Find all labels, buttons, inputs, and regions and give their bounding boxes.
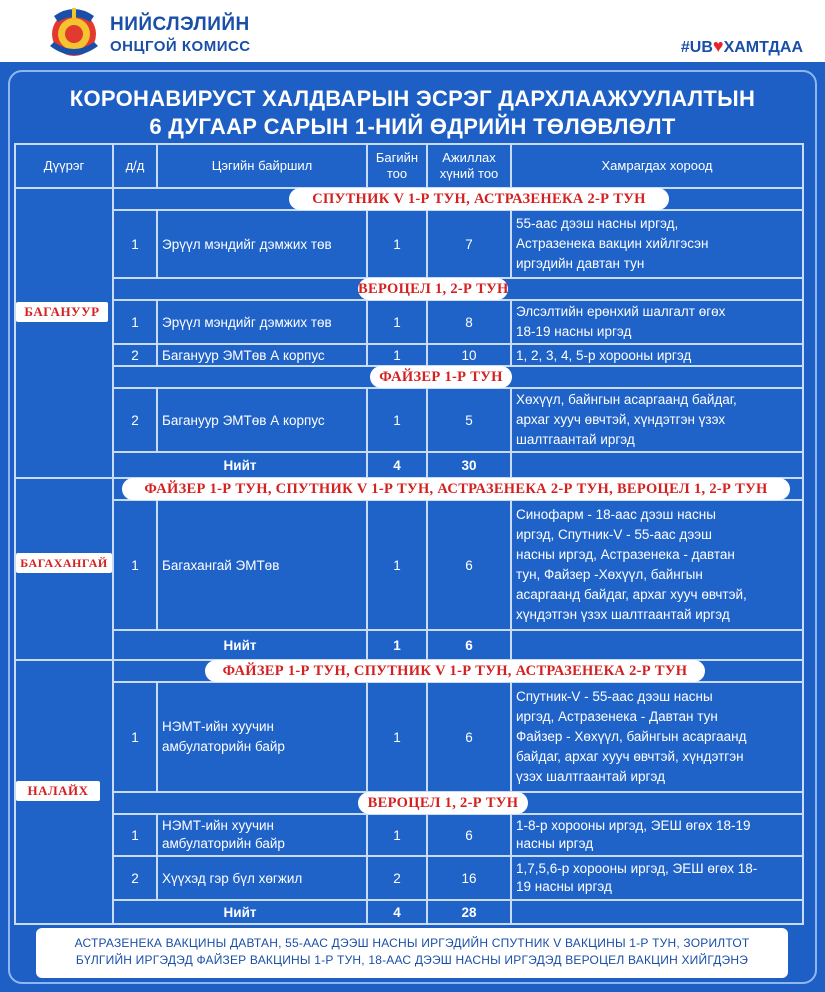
vaccine-band: ВЕРОЦЕЛ 1, 2-Р ТУН [358, 792, 528, 814]
coverage-line: насны иргэд [516, 836, 594, 851]
district-label-nalaikh: НАЛАЙХ [16, 781, 100, 801]
row-no: 2 [113, 344, 157, 366]
vaccine-band: СПУТНИК V 1-Р ТУН, АСТРАЗЕНЕКА 2-Р ТУН [289, 188, 669, 210]
row-staff: 6 [427, 500, 511, 630]
header-district: Дүүрэг [15, 144, 113, 188]
coat-of-arms-icon [46, 6, 102, 58]
coverage-line: асаргаанд байдаг, архаг хууч өвчтэй, [516, 587, 747, 602]
coverage-line: 1-8-р хорооны иргэд, ЭЕШ өгөх 18-19 [516, 818, 751, 833]
coverage-line: үзэх шалтгаантай иргэд [516, 769, 665, 784]
header-bar [0, 0, 825, 62]
row-coverage [511, 388, 803, 452]
header-staff [427, 144, 511, 188]
row-no: 2 [113, 856, 157, 900]
location-line: НЭМТ-ийн хуучин [162, 719, 275, 734]
row-coverage: 1, 2, 3, 4, 5-р хорооны иргэд [511, 344, 803, 366]
district-label-bagakhangai: БАГАХАНГАЙ [16, 553, 112, 573]
row-no: 1 [113, 300, 157, 344]
vaccine-band: ВЕРОЦЕЛ 1, 2-Р ТУН [358, 278, 508, 300]
row-coverage [511, 682, 803, 792]
row-coverage [511, 210, 803, 278]
row-coverage [511, 856, 803, 900]
coverage-line: Файзер - Хөхүүл, байнгын асаргаанд [516, 729, 747, 744]
coverage-line: Спутник-V - 55-аас дээш насны [516, 689, 713, 704]
org-name-line1: НИЙСЛЭЛИЙН [110, 14, 250, 35]
row-coverage [511, 500, 803, 630]
coverage-line: 1,7,5,6-р хорооны иргэд, ЭЕШ өгөх 18- [516, 861, 758, 876]
row-location: Хүүхэд гэр бүл хөгжил [157, 856, 367, 900]
total-label: Нийт [113, 630, 367, 660]
coverage-line: 55-аас дээш насны иргэд, [516, 216, 679, 231]
coverage-line: архаг хууч өвчтэй, хүндэтгэн үзэх [516, 412, 726, 427]
hashtag-right: ХАМТДАА [723, 39, 803, 56]
row-staff: 6 [427, 682, 511, 792]
total-teams: 4 [367, 452, 427, 478]
district-label-baganuur: БАГАНУУР [16, 302, 108, 322]
row-no: 2 [113, 388, 157, 452]
header-no: д/д [113, 144, 157, 188]
header-staff-line1: Ажиллах [442, 150, 496, 165]
coverage-line: байдаг, архаг хууч өвчтэй, хүндэтгэн [516, 749, 744, 764]
vaccine-band: ФАЙЗЕР 1-Р ТУН, СПУТНИК V 1-Р ТУН, АСТРАЗЕНЕКА 2-Р ТУН, ВЕРОЦЕЛ 1, 2-Р ТУН [122, 478, 790, 500]
coverage-line: 19 насны иргэд [516, 879, 612, 894]
row-location: Эрүүл мэндийг дэмжих төв [157, 210, 367, 278]
row-no: 1 [113, 500, 157, 630]
footer-line2: БҮЛГИЙН ИРГЭДЭД ФАЙЗЕР ВАКЦИНЫ 1-Р ТУН, 18-ААС ДЭЭШ НАСНЫ ИРГЭДЭД ВЕРОЦЕЛ ВАКЦИН ХИЙГДЭНЭ [75, 953, 749, 967]
coverage-line: тун, Файзер -Хөхүүл, байнгын [516, 567, 703, 582]
row-coverage [511, 300, 803, 344]
coverage-line: иргэд, Астразенека - Давтан тун [516, 709, 718, 724]
total-staff: 28 [427, 900, 511, 924]
row-teams: 1 [367, 300, 427, 344]
header-teams-line1: Багийн [375, 150, 419, 165]
row-staff: 5 [427, 388, 511, 452]
footer-note [36, 928, 788, 978]
row-staff: 7 [427, 210, 511, 278]
total-empty [511, 900, 803, 924]
page-title-line1: КОРОНАВИРУСТ ХАЛДВАРЫН ЭСРЭГ ДАРХЛААЖУУЛАЛТЫН [69, 86, 756, 111]
total-label: Нийт [113, 900, 367, 924]
coverage-line: Астразенека вакцин хийлгэсэн [516, 236, 709, 251]
row-no: 1 [113, 682, 157, 792]
row-teams: 1 [367, 500, 427, 630]
row-no: 1 [113, 814, 157, 856]
coverage-line: насны иргэд, Астразенека - давтан [516, 547, 735, 562]
total-empty [511, 452, 803, 478]
total-staff: 6 [427, 630, 511, 660]
row-staff: 6 [427, 814, 511, 856]
total-label: Нийт [113, 452, 367, 478]
total-empty [511, 630, 803, 660]
row-teams: 1 [367, 344, 427, 366]
row-location: Багахангай ЭМТөв [157, 500, 367, 630]
location-line: амбулаторийн байр [162, 836, 285, 851]
location-line: амбулаторийн байр [162, 739, 285, 754]
vaccine-band: ФАЙЗЕР 1-Р ТУН [370, 366, 512, 388]
total-teams: 1 [367, 630, 427, 660]
header-teams-line2: тоо [386, 166, 408, 181]
header-teams [367, 144, 427, 188]
row-teams: 1 [367, 814, 427, 856]
coverage-line: 18-19 насны иргэд [516, 324, 632, 339]
header-location: Цэгийн байршил [157, 144, 367, 188]
row-coverage [511, 814, 803, 856]
header-coverage: Хамрагдах хороод [511, 144, 803, 188]
hashtag [681, 36, 803, 57]
coverage-line: шалтгаантай иргэд [516, 432, 635, 447]
row-location [157, 814, 367, 856]
coverage-line: Элсэлтийн ерөнхий шалгалт өгөх [516, 304, 726, 319]
row-location: Багануур ЭМТөв А корпус [157, 344, 367, 366]
coverage-line: Синофарм - 18-аас дээш насны [516, 507, 716, 522]
footer-line1: АСТРАЗЕНЕКА ВАКЦИНЫ ДАВТАН, 55-ААС ДЭЭШ НАСНЫ ИРГЭДИЙН СПУТНИК V ВАКЦИНЫ 1-Р ТУН, ЗОРИЛТОТ [74, 936, 750, 950]
coverage-line: иргэдийн давтан тун [516, 256, 645, 271]
row-no: 1 [113, 210, 157, 278]
row-teams: 2 [367, 856, 427, 900]
hashtag-left: #UB [680, 39, 713, 56]
row-staff: 10 [427, 344, 511, 366]
coverage-line: иргэд, Спутник-V - 55-аас дээш [516, 527, 713, 542]
row-location [157, 682, 367, 792]
page-title-line2: 6 ДУГААР САРЫН 1-НИЙ ӨДРИЙН ТӨЛӨВЛӨЛТ [149, 114, 676, 139]
total-teams: 4 [367, 900, 427, 924]
coverage-line: хүндэтгэн үзэх шалтгаантай иргэд [516, 607, 730, 622]
row-staff: 8 [427, 300, 511, 344]
row-location: Эрүүл мэндийг дэмжих төв [157, 300, 367, 344]
org-name-line2: ОНЦГОЙ КОМИСС [110, 38, 251, 55]
vaccine-band: ФАЙЗЕР 1-Р ТУН, СПУТНИК V 1-Р ТУН, АСТРАЗЕНЕКА 2-Р ТУН [205, 660, 705, 682]
district-block-baganuur [15, 188, 113, 478]
header-staff-line2: хүний тоо [439, 166, 499, 181]
row-location: Багануур ЭМТөв А корпус [157, 388, 367, 452]
heart-icon: ♥ [712, 36, 724, 56]
row-teams: 1 [367, 210, 427, 278]
coverage-line: Хөхүүл, байнгын асаргаанд байдаг, [516, 392, 737, 407]
row-teams: 1 [367, 682, 427, 792]
row-staff: 16 [427, 856, 511, 900]
row-teams: 1 [367, 388, 427, 452]
total-staff: 30 [427, 452, 511, 478]
location-line: НЭМТ-ийн хуучин [162, 818, 275, 833]
